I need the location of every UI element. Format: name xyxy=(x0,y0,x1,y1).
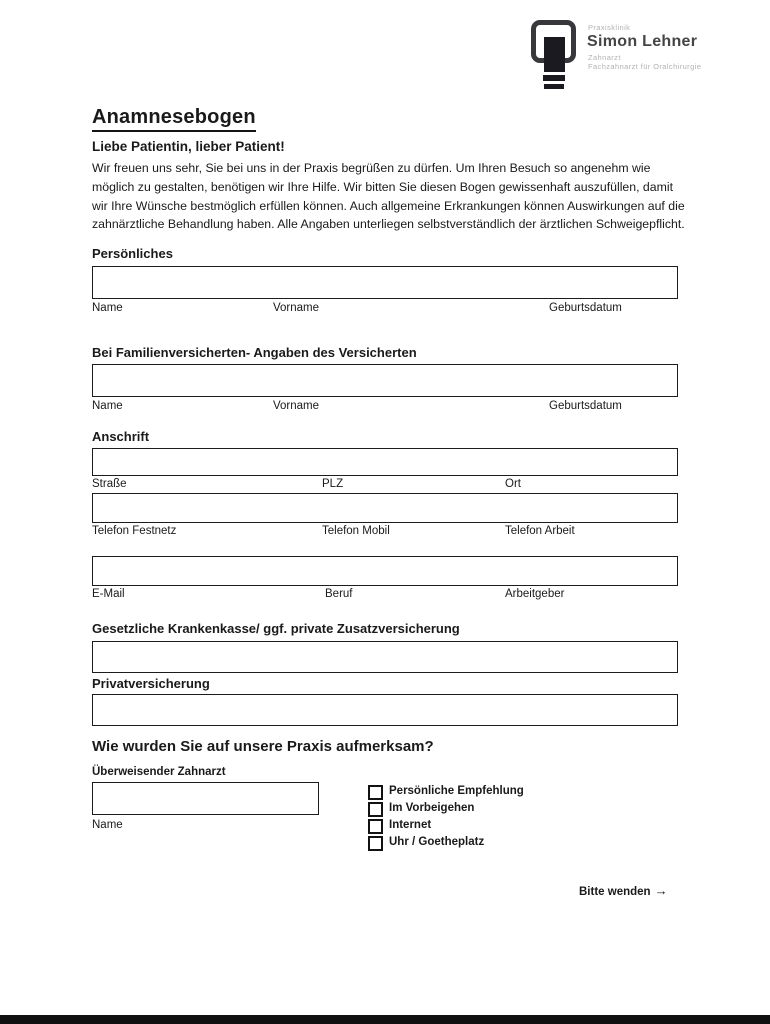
private-insurance-box xyxy=(92,694,678,726)
logo-thread-bar xyxy=(544,84,564,89)
checkbox-persoenliche-empfehlung[interactable] xyxy=(368,785,383,800)
section-heading-insurance: Gesetzliche Krankenkasse/ ggf. private Zusatzversicherung xyxy=(92,621,460,636)
label-email: E-Mail xyxy=(92,588,125,600)
practice-subtitle-2: Fachzahnarzt für Oralchirurgie xyxy=(588,62,702,71)
option-label-uhr-goetheplatz: Uhr / Goetheplatz xyxy=(389,836,485,848)
page-bottom-scan-bar xyxy=(0,1015,770,1024)
personal-data-box xyxy=(92,266,678,299)
section-heading-personal: Persönliches xyxy=(92,246,173,261)
address-label-strasse: Straße xyxy=(92,478,127,490)
page-title: Anamnesebogen xyxy=(92,106,256,132)
address-label-plz: PLZ xyxy=(322,478,344,490)
section-heading-private-insurance: Privatversicherung xyxy=(92,676,210,691)
tooth-implant-logo-icon xyxy=(531,18,583,94)
email-job-input[interactable] xyxy=(93,557,677,585)
label-telefon-festnetz: Telefon Festnetz xyxy=(92,525,177,537)
intro-paragraph: Wir freuen uns sehr, Sie bei uns in der Praxis begrüßen zu dürfen. Um Ihren Besuch so angenehm wie möglich zu gestalten, benötigen wir Ihre Hilfe. Wir bitten Sie diesen Bogen gewissenhaft auszufüllen, damit wir Ihre Wünsche bestmöglich erfüllen können. Auch allgemeine Erkrankungen können Auswirkungen auf die zahnärztliche Behandlung haben. Alle Angaben unterliegen selbstverständlich der ärztlichen Schweigepflicht. xyxy=(92,161,685,232)
family-label-name: Name xyxy=(92,400,123,412)
personal-label-name: Name xyxy=(92,302,123,314)
label-telefon-arbeit: Telefon Arbeit xyxy=(505,525,575,537)
personal-label-geburtsdatum: Geburtsdatum xyxy=(549,302,622,314)
personal-label-vorname: Vorname xyxy=(273,302,320,314)
label-telefon-mobil: Telefon Mobil xyxy=(322,525,390,537)
turn-page-note xyxy=(579,883,668,898)
email-job-box xyxy=(92,556,678,586)
label-arbeitgeber: Arbeitgeber xyxy=(505,588,565,600)
section-heading-family-insured: Bei Familienversicherten- Angaben des Versicherten xyxy=(92,345,417,360)
section-heading-address: Anschrift xyxy=(92,429,150,444)
private-insurance-input[interactable] xyxy=(93,695,677,725)
option-label-persoenliche-empfehlung: Persönliche Empfehlung xyxy=(389,785,524,797)
turn-page-arrow-icon: → xyxy=(654,883,668,898)
family-insured-box xyxy=(92,364,678,397)
phone-input[interactable] xyxy=(93,494,677,522)
logo-stem-shape xyxy=(544,37,565,72)
practice-type-label: Praxisklinik xyxy=(588,23,631,32)
option-label-im-vorbeigehen: Im Vorbeigehen xyxy=(389,802,475,814)
family-insured-input[interactable] xyxy=(93,365,677,396)
personal-data-input[interactable] xyxy=(93,267,677,298)
phone-box xyxy=(92,493,678,523)
referring-dentist-box xyxy=(92,782,319,815)
referring-dentist-input[interactable] xyxy=(93,783,318,814)
checkbox-internet[interactable] xyxy=(368,819,383,834)
checkbox-im-vorbeigehen[interactable] xyxy=(368,802,383,817)
family-label-geburtsdatum: Geburtsdatum xyxy=(549,400,622,412)
address-label-ort: Ort xyxy=(505,478,521,490)
option-label-internet: Internet xyxy=(389,819,432,831)
referring-dentist-name-label: Name xyxy=(92,819,123,831)
address-street-box xyxy=(92,448,678,476)
practice-subtitle-1: Zahnarzt xyxy=(588,53,621,62)
family-label-vorname: Vorname xyxy=(273,400,320,412)
section-heading-referral: Wie wurden Sie auf unsere Praxis aufmerksam? xyxy=(92,738,434,755)
insurance-input[interactable] xyxy=(93,642,677,672)
turn-page-text: Bitte wenden xyxy=(579,886,651,898)
referring-dentist-label: Überweisender Zahnarzt xyxy=(92,766,226,778)
insurance-box xyxy=(92,641,678,673)
address-street-input[interactable] xyxy=(93,449,677,475)
checkbox-uhr-goetheplatz[interactable] xyxy=(368,836,383,851)
salutation-text: Liebe Patientin, lieber Patient! xyxy=(92,139,285,154)
practice-owner-name: Simon Lehner xyxy=(587,33,698,50)
logo-thread-bar xyxy=(543,75,565,81)
label-beruf: Beruf xyxy=(325,588,353,600)
